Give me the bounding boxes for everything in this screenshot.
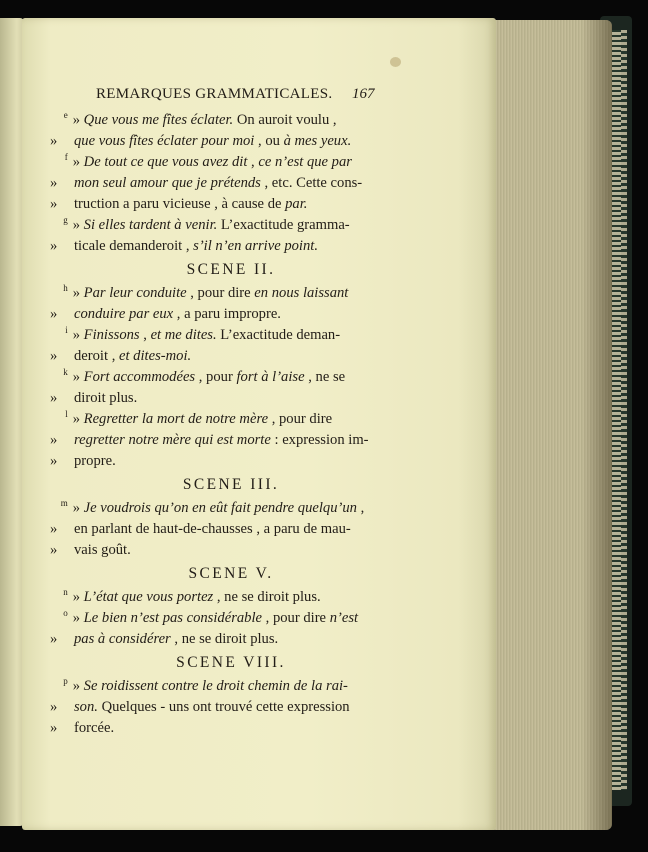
italic-text: Regretter la mort de notre mère xyxy=(83,411,269,427)
scene-heading: SCENE VIII. xyxy=(176,654,286,671)
quote-mark: » xyxy=(50,238,58,254)
italic-text: L’état que vous portez xyxy=(83,589,214,605)
roman-text: , xyxy=(139,327,151,343)
quote-mark: » xyxy=(50,196,58,212)
roman-text: deroit , xyxy=(74,348,119,364)
quote-mark: » xyxy=(72,589,80,605)
roman-text: , pour dire xyxy=(268,411,333,427)
italic-text: et dites-moi. xyxy=(119,348,192,364)
italic-text: mon seul amour que je prétends xyxy=(74,175,261,191)
scene-heading: SCENE V. xyxy=(188,565,274,582)
page-header xyxy=(50,86,390,110)
footnote-letter: e xyxy=(63,110,68,121)
quote-mark: » xyxy=(50,390,58,406)
roman-text: On auroit voulu , xyxy=(233,112,337,128)
text-line xyxy=(50,629,390,650)
text-line xyxy=(50,131,390,152)
footnote-letter: f xyxy=(64,152,68,163)
roman-text: ticale demanderoit , xyxy=(74,238,194,254)
text-line xyxy=(50,676,390,697)
italic-text: n’est xyxy=(329,610,359,626)
text-line xyxy=(50,367,390,388)
quote-mark: » xyxy=(50,306,58,322)
quote-mark: » xyxy=(50,542,58,558)
running-head: REMARQUES GRAMMATICALES. xyxy=(96,86,333,102)
roman-text: , pour dire xyxy=(186,285,255,301)
quote-mark: » xyxy=(72,411,80,427)
text-line xyxy=(50,194,390,215)
italic-text: que vous fîtes éclater pour moi xyxy=(74,133,255,149)
footnote-letter: o xyxy=(63,608,68,619)
quote-mark: » xyxy=(50,432,58,448)
text-line xyxy=(50,451,390,472)
roman-text: forcée. xyxy=(74,720,115,736)
quote-mark: » xyxy=(72,285,80,301)
roman-text: , etc. Cette cons- xyxy=(260,175,363,191)
roman-text: diroit plus. xyxy=(74,390,138,406)
footnote-letter: p xyxy=(63,676,68,687)
roman-text: L’exactitude deman- xyxy=(216,327,341,343)
text-line xyxy=(50,430,390,451)
page-number: 167 xyxy=(352,86,375,102)
note-marker xyxy=(50,110,80,131)
roman-text: Quelques - uns ont trouvé cette expression xyxy=(97,699,350,715)
roman-text: , ne se diroit plus. xyxy=(170,631,279,647)
text-line xyxy=(50,325,390,346)
quote-mark: » xyxy=(72,678,80,694)
paper-stain xyxy=(390,57,401,67)
quote-mark: » xyxy=(50,720,58,736)
text-line xyxy=(50,409,390,430)
quote-mark: » xyxy=(50,631,58,647)
quote-mark: » xyxy=(72,369,80,385)
italic-text: Je voudrois qu’on en eût fait pendre quelqu’un xyxy=(83,500,357,516)
text-line xyxy=(50,519,390,540)
roman-text: , pour xyxy=(195,369,237,385)
roman-text: truction a paru vicieuse , à cause de xyxy=(74,196,286,212)
roman-text: , xyxy=(356,500,365,516)
roman-text: vais goût. xyxy=(74,542,131,558)
italic-text: Se roidissent contre le droit chemin de la rai- xyxy=(83,678,348,694)
italic-text: à mes yeux. xyxy=(283,133,352,149)
text-line xyxy=(50,498,390,519)
quote-mark: » xyxy=(72,610,80,626)
page-block-fore-edge xyxy=(488,20,612,830)
scene-heading: SCENE II. xyxy=(186,261,276,278)
italic-text: en nous laissant xyxy=(254,285,349,301)
footnote-letter: n xyxy=(63,587,68,598)
italic-text: s’il n’en arrive point. xyxy=(193,238,318,254)
roman-text: , ou xyxy=(254,133,284,149)
text-line xyxy=(50,152,390,173)
quote-mark: » xyxy=(50,133,58,149)
italic-text: conduire par eux xyxy=(74,306,174,322)
italic-text: Finissons xyxy=(83,327,140,343)
text-line xyxy=(50,697,390,718)
roman-text: L’exactitude gramma- xyxy=(217,217,350,233)
footnote-letter: i xyxy=(65,325,68,336)
italic-text: Par leur conduite xyxy=(83,285,187,301)
text-line xyxy=(50,283,390,304)
text-line xyxy=(50,173,390,194)
note-marker xyxy=(50,676,80,697)
footnote-letter: m xyxy=(60,498,68,509)
quote-mark: » xyxy=(50,175,58,191)
footnote-letter: h xyxy=(63,283,68,294)
text-line xyxy=(50,110,390,131)
text-line xyxy=(50,540,390,561)
footnote-letter: k xyxy=(63,367,68,378)
text-line xyxy=(50,215,390,236)
italic-text: par. xyxy=(285,196,308,212)
note-marker xyxy=(50,587,80,608)
roman-text: : expression im- xyxy=(270,432,369,448)
roman-text: , ne se diroit plus. xyxy=(213,589,321,605)
note-marker xyxy=(50,608,80,629)
quote-mark: » xyxy=(50,348,58,364)
italic-text: ce n’est que par xyxy=(258,154,352,170)
italic-text: regretter notre mère qui est morte xyxy=(74,432,271,448)
quote-mark: » xyxy=(72,154,80,170)
italic-text: pas à considérer xyxy=(74,631,171,647)
text-line xyxy=(50,388,390,409)
roman-text: , a paru impropre. xyxy=(173,306,281,322)
italic-text: Le bien n’est pas considérable xyxy=(83,610,262,626)
italic-text: son. xyxy=(74,699,98,715)
note-marker xyxy=(50,325,80,346)
italic-text: Que vous me fîtes éclater. xyxy=(83,112,234,128)
footnote-letter: g xyxy=(63,215,68,226)
italic-text: et me dites. xyxy=(150,327,217,343)
quote-mark: » xyxy=(50,521,58,537)
roman-text: , pour dire xyxy=(262,610,330,626)
previous-page-edge xyxy=(0,18,24,826)
scene-heading: SCENE III. xyxy=(182,476,280,493)
text-line xyxy=(50,346,390,367)
quote-mark: » xyxy=(50,453,58,469)
text-line xyxy=(50,304,390,325)
roman-text: , ne se xyxy=(304,369,346,385)
note-marker xyxy=(50,152,80,173)
note-marker xyxy=(50,215,80,236)
text-line xyxy=(50,608,390,629)
note-marker xyxy=(50,498,80,519)
roman-text: propre. xyxy=(74,453,116,469)
italic-text: Fort accommodées xyxy=(83,369,196,385)
italic-text: fort à l’aise xyxy=(236,369,305,385)
roman-text: , xyxy=(247,154,259,170)
note-marker xyxy=(50,409,80,430)
quote-mark: » xyxy=(72,112,80,128)
italic-text: De tout ce que vous avez dit xyxy=(83,154,248,170)
text-line xyxy=(50,718,390,739)
text-line xyxy=(50,236,390,257)
roman-text: en parlant de haut-de-chausses , a paru de mau- xyxy=(74,521,351,537)
italic-text: Si elles tardent à venir. xyxy=(83,217,218,233)
quote-mark: » xyxy=(72,217,80,233)
page-text xyxy=(50,86,390,739)
note-marker xyxy=(50,283,80,304)
text-line xyxy=(50,587,390,608)
quote-mark: » xyxy=(72,500,80,516)
footnote-letter: l xyxy=(65,409,68,420)
note-marker xyxy=(50,367,80,388)
text-body xyxy=(50,110,390,739)
quote-mark: » xyxy=(50,699,58,715)
quote-mark: » xyxy=(72,327,80,343)
